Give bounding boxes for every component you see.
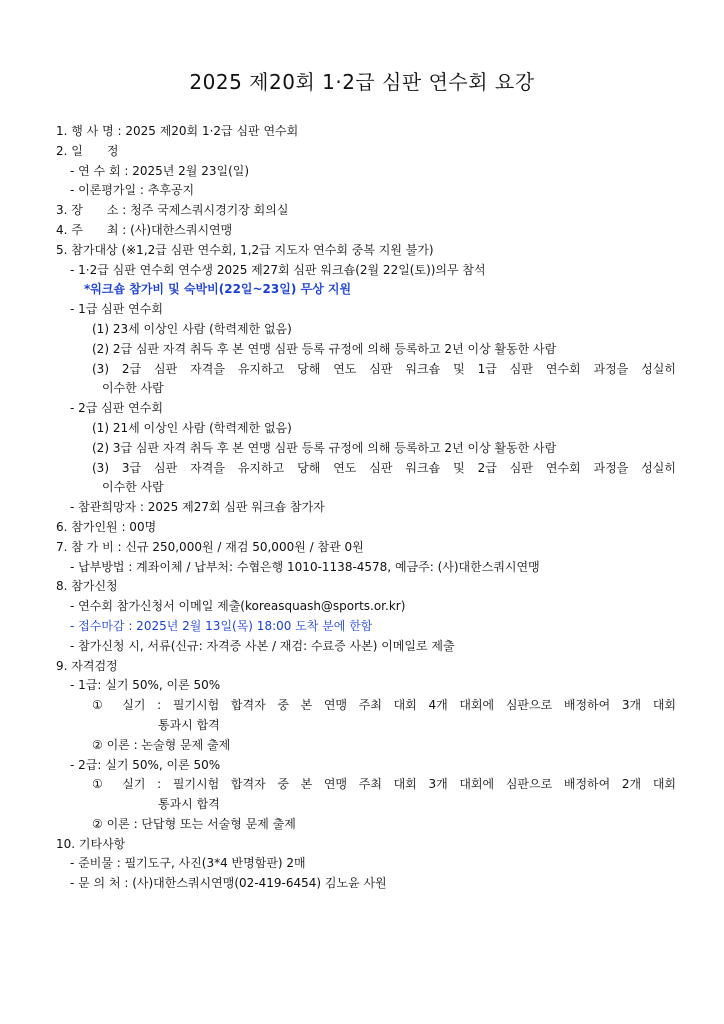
other-supplies: - 준비물 : 필기도구, 사진(3*4 반명함판) 2매 (70, 856, 306, 871)
level1-criterion-3: (3) 2급 심판 자격을 유지하고 당해 연도 심판 워크숍 및 1급 심판 연수회 과정을 성실히 (92, 361, 676, 376)
level1-criterion-1: (1) 23세 이상인 사람 (학력제한 없음) (92, 321, 292, 336)
level1-criterion-2: (2) 2급 심판 자격 취득 후 본 연맹 심판 등록 규정에 의해 등록하고 2년 이상 활동한 사람 (92, 341, 557, 356)
eligibility-workshop-required: - 1·2급 심판 연수회 연수생 2025 제27회 심판 워크숍(2월 22일(토))의무 참석 (70, 262, 486, 277)
document-title: 2025 제20회 1·2급 심판 연수회 요강 (189, 70, 535, 94)
level1-theory: ② 이론 : 논술형 문제 출제 (92, 737, 231, 752)
level2-heading: - 2급 심판 연수회 (70, 401, 163, 416)
item-other: 10. 기타사항 (56, 836, 126, 851)
item-application: 8. 참가신청 (56, 579, 118, 594)
schedule-training-date: - 연 수 회 : 2025년 2월 23일(일) (70, 163, 250, 178)
document-body (56, 122, 676, 894)
level1-practical: ① 실기 : 필기시험 합격자 중 본 연맹 주최 대회 4개 대회에 심판으로 배정하여 3개 대회 (92, 698, 676, 713)
item-event-name: 1. 행 사 명 : 2025 제20회 1·2급 심판 연수회 (56, 124, 299, 138)
level2-practical: ① 실기 : 필기시험 합격자 중 본 연맹 주최 대회 3개 대회에 심판으로 배정하여 2개 대회 (92, 777, 676, 792)
level2-practical-cont: 통과시 합격 (158, 797, 220, 812)
schedule-theory-exam: - 이론평가일 : 추후공지 (70, 183, 195, 198)
level1-criterion-3-cont: 이수한 사람 (102, 381, 164, 396)
level2-assessment: - 2급: 실기 50%, 이론 50% (70, 757, 221, 772)
observer-eligibility: - 참관희망자 : 2025 제27회 심판 워크숍 참가자 (70, 500, 325, 515)
other-contact: - 문 의 처 : (사)대한스쿼시연맹(02-419-6454) 김노윤 사원 (70, 876, 387, 891)
level2-theory: ② 이론 : 단답형 또는 서술형 문제 출제 (92, 816, 296, 831)
level2-criterion-2: (2) 3급 심판 자격 취득 후 본 연맹 심판 등록 규정에 의해 등록하고 2년 이상 활동한 사람 (92, 440, 557, 455)
level1-heading: - 1급 심판 연수회 (70, 302, 163, 317)
item-venue: 3. 장 소 : 청주 국제스쿼시경기장 회의실 (56, 203, 289, 218)
level2-criterion-3-cont: 이수한 사람 (102, 480, 164, 495)
application-deadline: - 접수마감 : 2025년 2월 13일(목) 18:00 도착 분에 한함 (70, 618, 373, 633)
item-eligibility: 5. 참가대상 (※1,2급 심판 연수회, 1,2급 지도자 연수회 중복 지원 불가) (56, 242, 434, 257)
item-capacity: 6. 참가인원 : 00명 (56, 519, 157, 534)
workshop-free-support-note: *워크숍 참가비 및 숙박비(22일~23일) 무상 지원 (84, 282, 352, 297)
item-organizer: 4. 주 최 : (사)대한스쿼시연맹 (56, 222, 233, 237)
payment-method: - 납부방법 : 계좌이체 / 납부처: 수협은행 1010-1138-4578, 예금주: (사)대한스쿼시연맹 (70, 559, 540, 574)
item-fee: 7. 참 가 비 : 신규 250,000원 / 재검 50,000원 / 참관 0원 (56, 539, 364, 554)
application-documents: - 참가신청 시, 서류(신규: 자격증 사본 / 재검: 수료증 사본) 이메일로 제출 (70, 638, 455, 653)
level1-practical-cont: 통과시 합격 (158, 717, 220, 732)
level2-criterion-3: (3) 3급 심판 자격을 유지하고 당해 연도 심판 워크숍 및 2급 심판 연수회 과정을 성실히 (92, 460, 676, 475)
level1-assessment: - 1급: 실기 50%, 이론 50% (70, 678, 221, 693)
item-schedule: 2. 일 정 (56, 143, 119, 158)
level2-criterion-1: (1) 21세 이상인 사람 (학력제한 없음) (92, 420, 292, 435)
item-certification: 9. 자격검정 (56, 658, 118, 673)
application-email: - 연수회 참가신청서 이메일 제출(koreasquash@sports.or.kr) (70, 599, 406, 614)
